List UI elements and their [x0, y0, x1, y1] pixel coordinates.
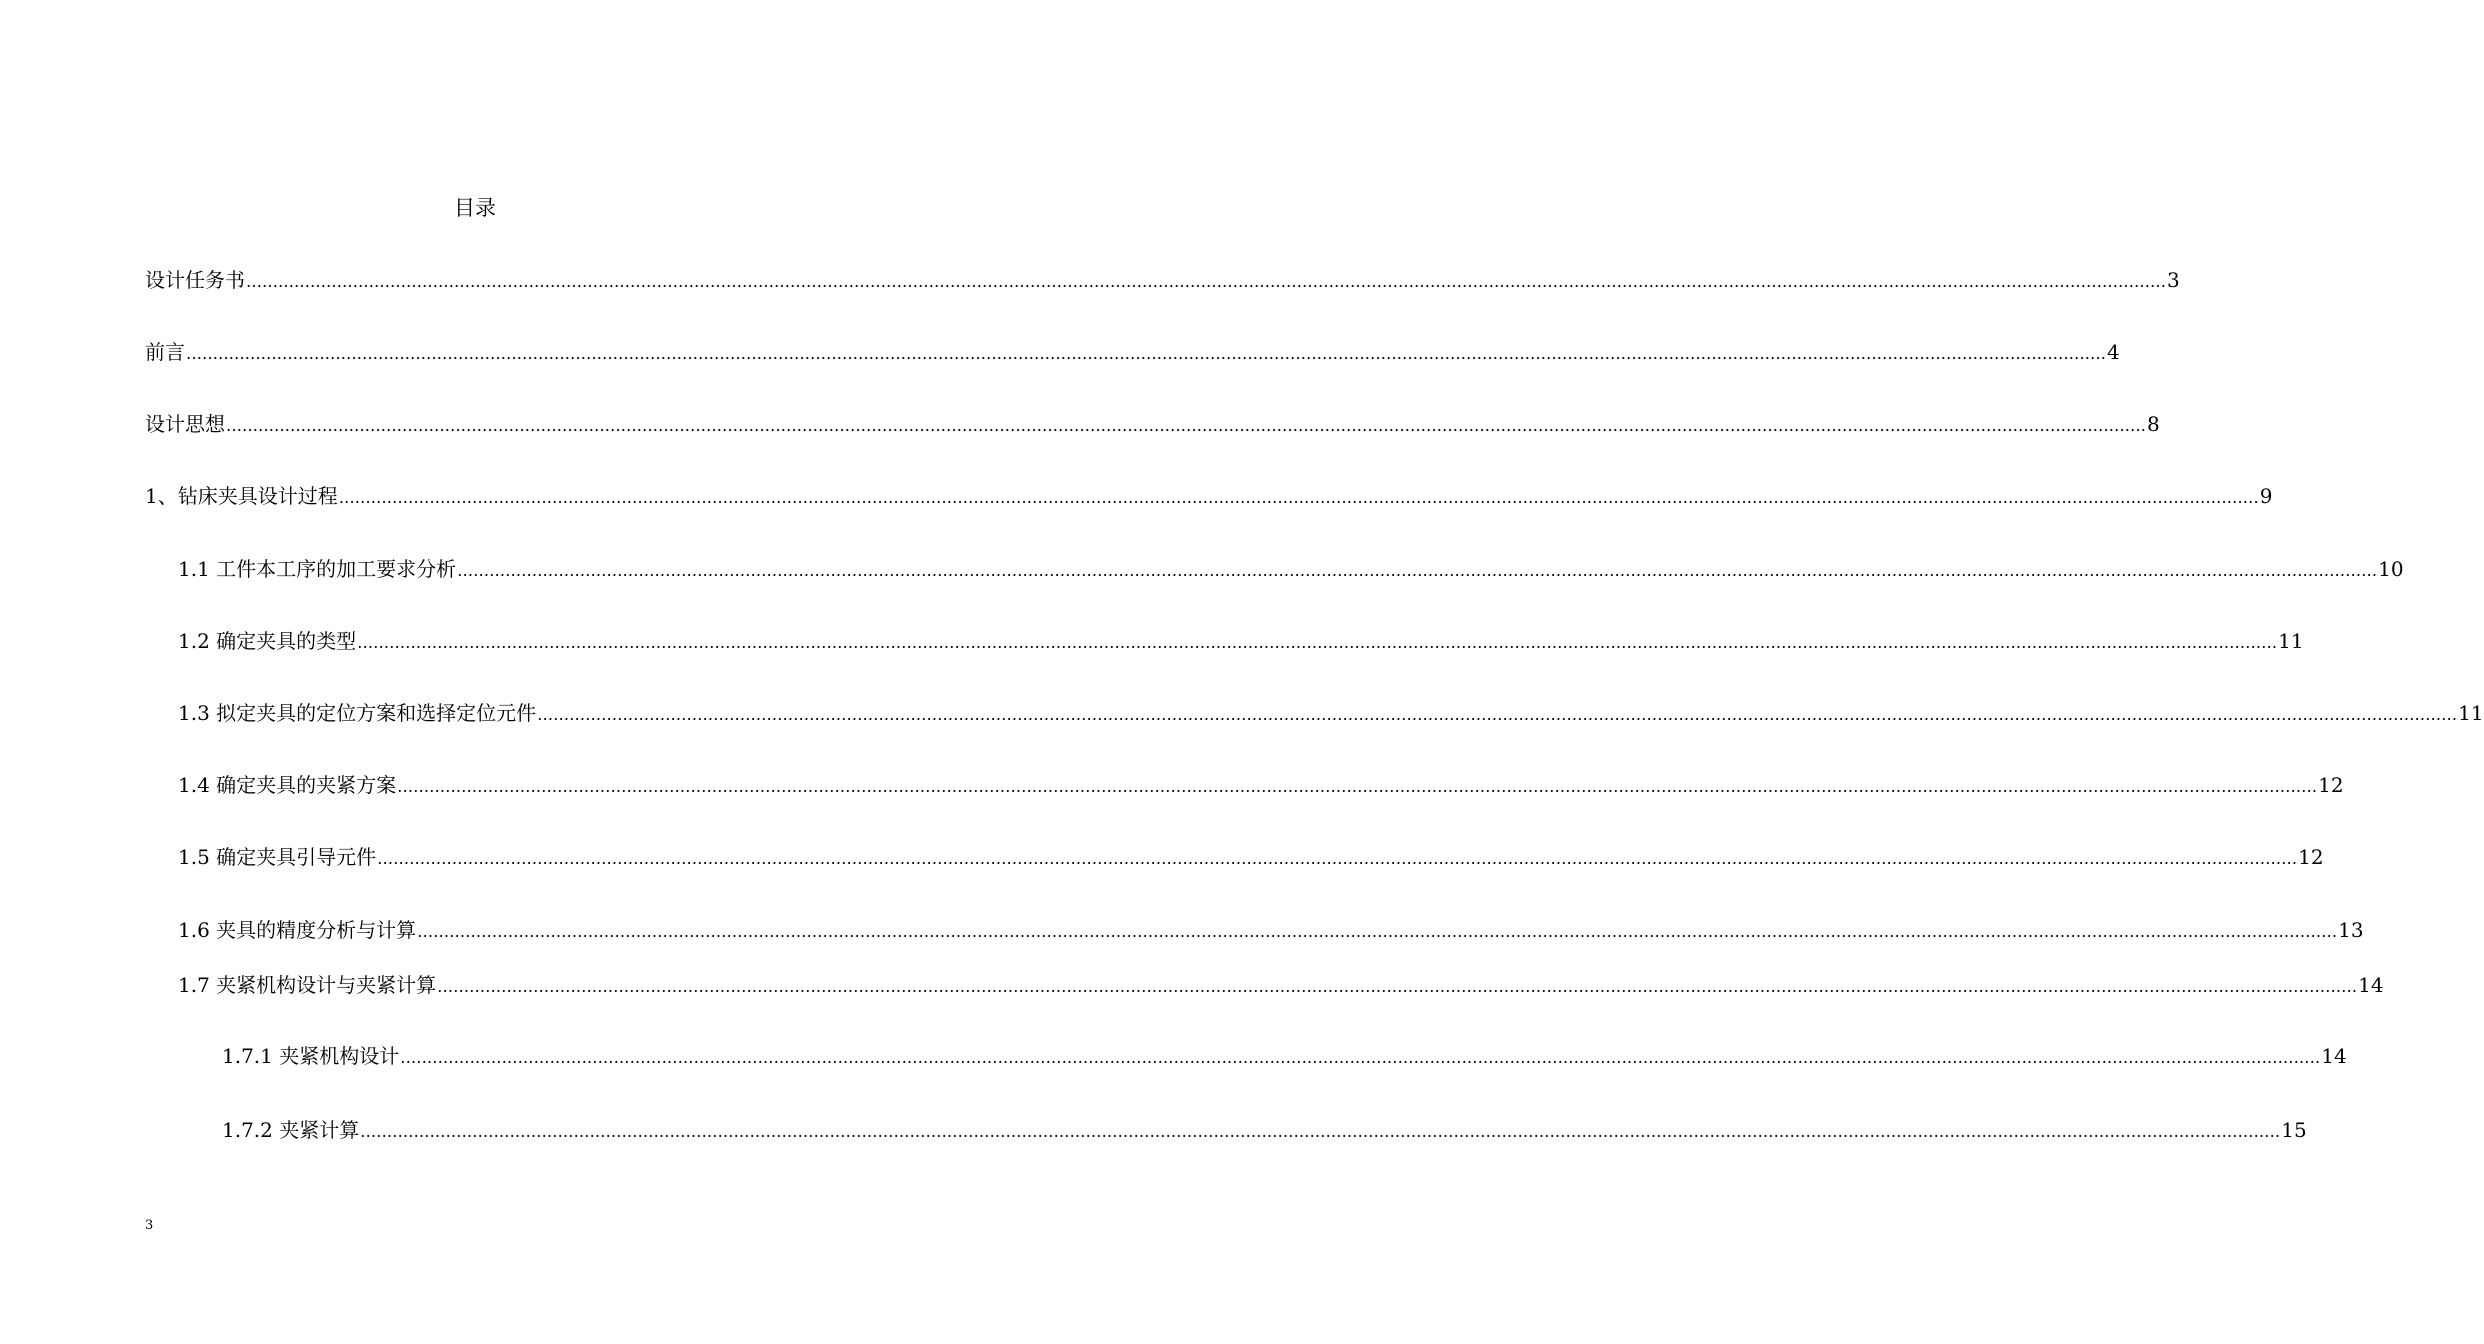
toc-entry-text: 1.1 工件本工序的加工要求分析	[178, 557, 457, 581]
toc-leader-dots: ………………………………………………………………………………………………………………………………………………………………………………………………………………………………………………………………………………………………………………………………	[338, 488, 2259, 507]
toc-leader-dots: ………………………………………………………………………………………………………………………………………………………………………………………………………………………………………………………………………………………………………………………………	[397, 777, 2318, 796]
toc-leader-dots: ………………………………………………………………………………………………………………………………………………………………………………………………………………………………………………………………………………………………………………………………	[360, 1122, 2281, 1141]
toc-entry-1-7-2	[222, 1115, 2307, 1147]
toc-leader-dots: ………………………………………………………………………………………………………………………………………………………………………………………………………………………………………………………………………………………………………………………………	[417, 922, 2338, 941]
toc-entry-1-2	[178, 626, 2304, 658]
toc-entry-page: 14	[2321, 1044, 2347, 1068]
toc-entry-page: 12	[2318, 773, 2344, 797]
toc-entry-page: 10	[2378, 557, 2404, 581]
toc-entry-page: 15	[2281, 1118, 2307, 1142]
toc-leader-dots: ………………………………………………………………………………………………………………………………………………………………………………………………………………………………………………………………………………………………………………………………	[246, 272, 2166, 291]
toc-entry-page: 9	[2259, 484, 2273, 508]
toc-title: 目录	[454, 196, 496, 220]
toc-entry-text: 1.7.2 夹紧计算	[222, 1118, 360, 1142]
toc-leader-dots: ………………………………………………………………………………………………………………………………………………………………………………………………………………………………………………………………………………………………………………………………	[377, 849, 2298, 868]
toc-leader-dots: ………………………………………………………………………………………………………………………………………………………………………………………………………………………………………………………………………………………………………………………………	[226, 416, 2146, 435]
toc-leader-dots: ………………………………………………………………………………………………………………………………………………………………………………………………………………………………………………………………………………………………………………………………	[537, 705, 2458, 724]
toc-entry-text: 设计任务书	[145, 268, 245, 292]
toc-entry-page: 11	[2458, 701, 2484, 725]
toc-entry-1-7	[178, 970, 2384, 1002]
toc-leader-dots: ………………………………………………………………………………………………………………………………………………………………………………………………………………………………………………………………………………………………………………………………	[186, 344, 2106, 363]
toc-entry-1-6	[178, 915, 2364, 947]
toc-entry-text: 前言	[145, 340, 185, 364]
toc-entry-1-4	[178, 770, 2344, 802]
toc-entry-text: 1.7 夹紧机构设计与夹紧计算	[178, 973, 437, 997]
toc-entry-page: 13	[2338, 918, 2364, 942]
toc-entry-1-5	[178, 842, 2324, 874]
toc-entry-page: 11	[2278, 629, 2304, 653]
toc-entry-text: 设计思想	[145, 412, 225, 436]
toc-leader-dots: ………………………………………………………………………………………………………………………………………………………………………………………………………………………………………………………………………………………………………………………………	[400, 1048, 2321, 1067]
toc-entry-1-1	[178, 554, 2404, 586]
toc-entry-text: 1、钻床夹具设计过程	[145, 484, 338, 508]
toc-leader-dots: ………………………………………………………………………………………………………………………………………………………………………………………………………………………………………………………………………………………………………………………………	[357, 633, 2278, 652]
toc-leader-dots: ………………………………………………………………………………………………………………………………………………………………………………………………………………………………………………………………………………………………………………………………	[437, 977, 2358, 996]
toc-entry-text: 1.6 夹具的精度分析与计算	[178, 918, 417, 942]
toc-entry-preface	[145, 337, 2120, 369]
footer-page-number: 3	[145, 1218, 154, 1233]
toc-entry-text: 1.7.1 夹紧机构设计	[222, 1044, 400, 1068]
toc-entry-text: 1.3 拟定夹具的定位方案和选择定位元件	[178, 701, 537, 725]
toc-entry-page: 14	[2358, 973, 2384, 997]
toc-entry-page: 8	[2147, 412, 2160, 436]
toc-entry-chapter-1	[145, 481, 2273, 513]
toc-entry-page: 3	[2167, 268, 2180, 292]
toc-entry-page: 4	[2107, 340, 2120, 364]
toc-entry-1-7-1	[222, 1041, 2347, 1073]
toc-leader-dots: ………………………………………………………………………………………………………………………………………………………………………………………………………………………………………………………………………………………………………………………………	[457, 561, 2378, 580]
toc-entry-design-task	[145, 265, 2180, 297]
toc-entry-1-3	[178, 698, 2484, 730]
toc-entry-page: 12	[2298, 845, 2324, 869]
toc-entry-design-idea	[145, 409, 2160, 441]
toc-entry-text: 1.2 确定夹具的类型	[178, 629, 357, 653]
toc-entry-text: 1.4 确定夹具的夹紧方案	[178, 773, 397, 797]
toc-entry-text: 1.5 确定夹具引导元件	[178, 845, 377, 869]
